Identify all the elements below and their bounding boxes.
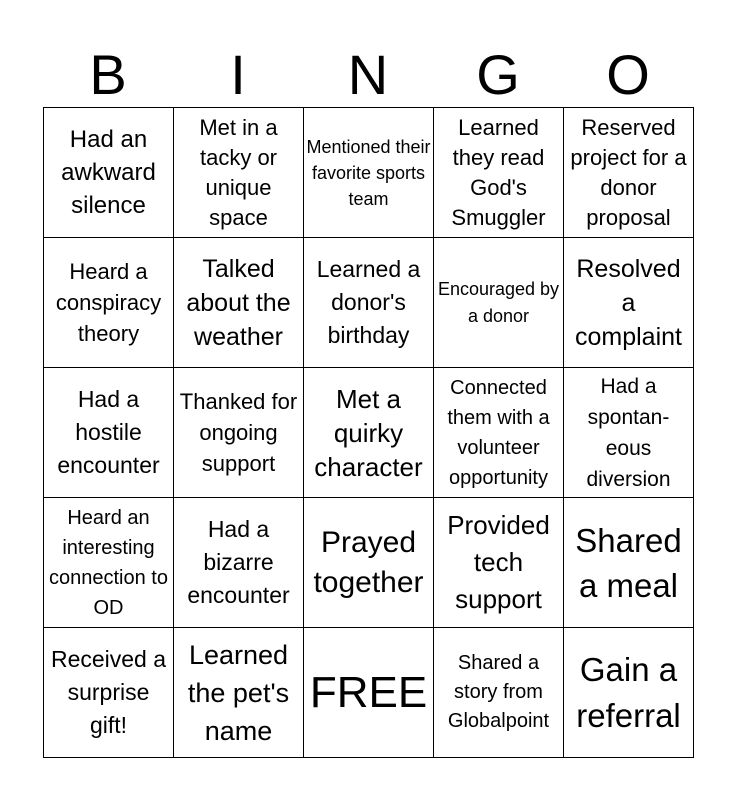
bingo-cell[interactable] [564,108,694,238]
cell-text: Reserved project for a donor proposal [570,114,687,230]
cell-text: Had a bizarre encounter [187,516,290,608]
bingo-cell[interactable] [434,368,564,498]
free-space[interactable] [304,628,434,758]
free-space-label: FREE [309,667,428,717]
bingo-cell[interactable] [44,628,174,758]
bingo-cell[interactable] [564,498,694,628]
bingo-cell[interactable] [174,108,304,238]
cell-text: Received a surprise gift! [50,646,167,738]
cell-text: Had a spontan-eous diversion [586,374,671,491]
cell-text: Resolved a complaint [575,254,682,351]
bingo-grid [43,107,694,758]
bingo-cell[interactable] [174,368,304,498]
bingo-cell[interactable] [44,238,174,368]
bingo-cell[interactable] [44,108,174,238]
cell-text: Shared a meal [575,521,682,604]
cell-text: Talked about the weather [186,254,291,351]
header-letter-o: O [606,43,650,106]
cell-text: Thanked for ongoing support [179,389,298,476]
cell-text: Had a hostile encounter [57,386,160,478]
cell-text: Gain a referral [576,650,681,734]
bingo-cell[interactable] [304,368,434,498]
bingo-cell[interactable] [564,628,694,758]
cell-text: Met in a tacky or unique space [199,114,278,230]
cell-text: Mentioned their favorite sports team [306,136,431,209]
header-letter-b: B [89,43,127,106]
cell-text: Learned they read God's Smuggler [451,114,546,230]
bingo-cell[interactable] [174,498,304,628]
cell-text: Encouraged by a donor [437,278,560,326]
cell-text: Prayed together [313,525,424,599]
cell-text: Provided tech support [447,510,550,614]
bingo-cell[interactable] [174,628,304,758]
cell-text: Had an awkward silence [61,126,156,219]
header-letter-n: N [347,43,389,106]
header-letter-g: G [476,43,520,106]
bingo-cell[interactable] [174,238,304,368]
bingo-cell[interactable] [434,498,564,628]
cell-text: Connected them with a volunteer opportunity [447,376,550,489]
bingo-cell[interactable] [44,498,174,628]
header-letter-i: I [230,43,246,106]
bingo-cell[interactable] [564,238,694,368]
cell-text: Heard an interesting connection to OD [49,506,168,619]
bingo-cell[interactable] [304,498,434,628]
bingo-cell[interactable] [564,368,694,498]
cell-text: Learned the pet's name [187,639,290,746]
bingo-header [43,44,693,106]
cell-text: Heard a conspiracy theory [55,259,162,346]
bingo-cell[interactable] [434,628,564,758]
bingo-cell[interactable] [44,368,174,498]
bingo-cell[interactable] [304,238,434,368]
bingo-cell[interactable] [434,238,564,368]
cell-text: Learned a donor's birthday [316,256,421,348]
bingo-cell[interactable] [304,108,434,238]
cell-text: Met a quirky character [314,383,423,482]
bingo-cell[interactable] [434,108,564,238]
cell-text: Shared a story from Globalpoint [447,652,550,732]
